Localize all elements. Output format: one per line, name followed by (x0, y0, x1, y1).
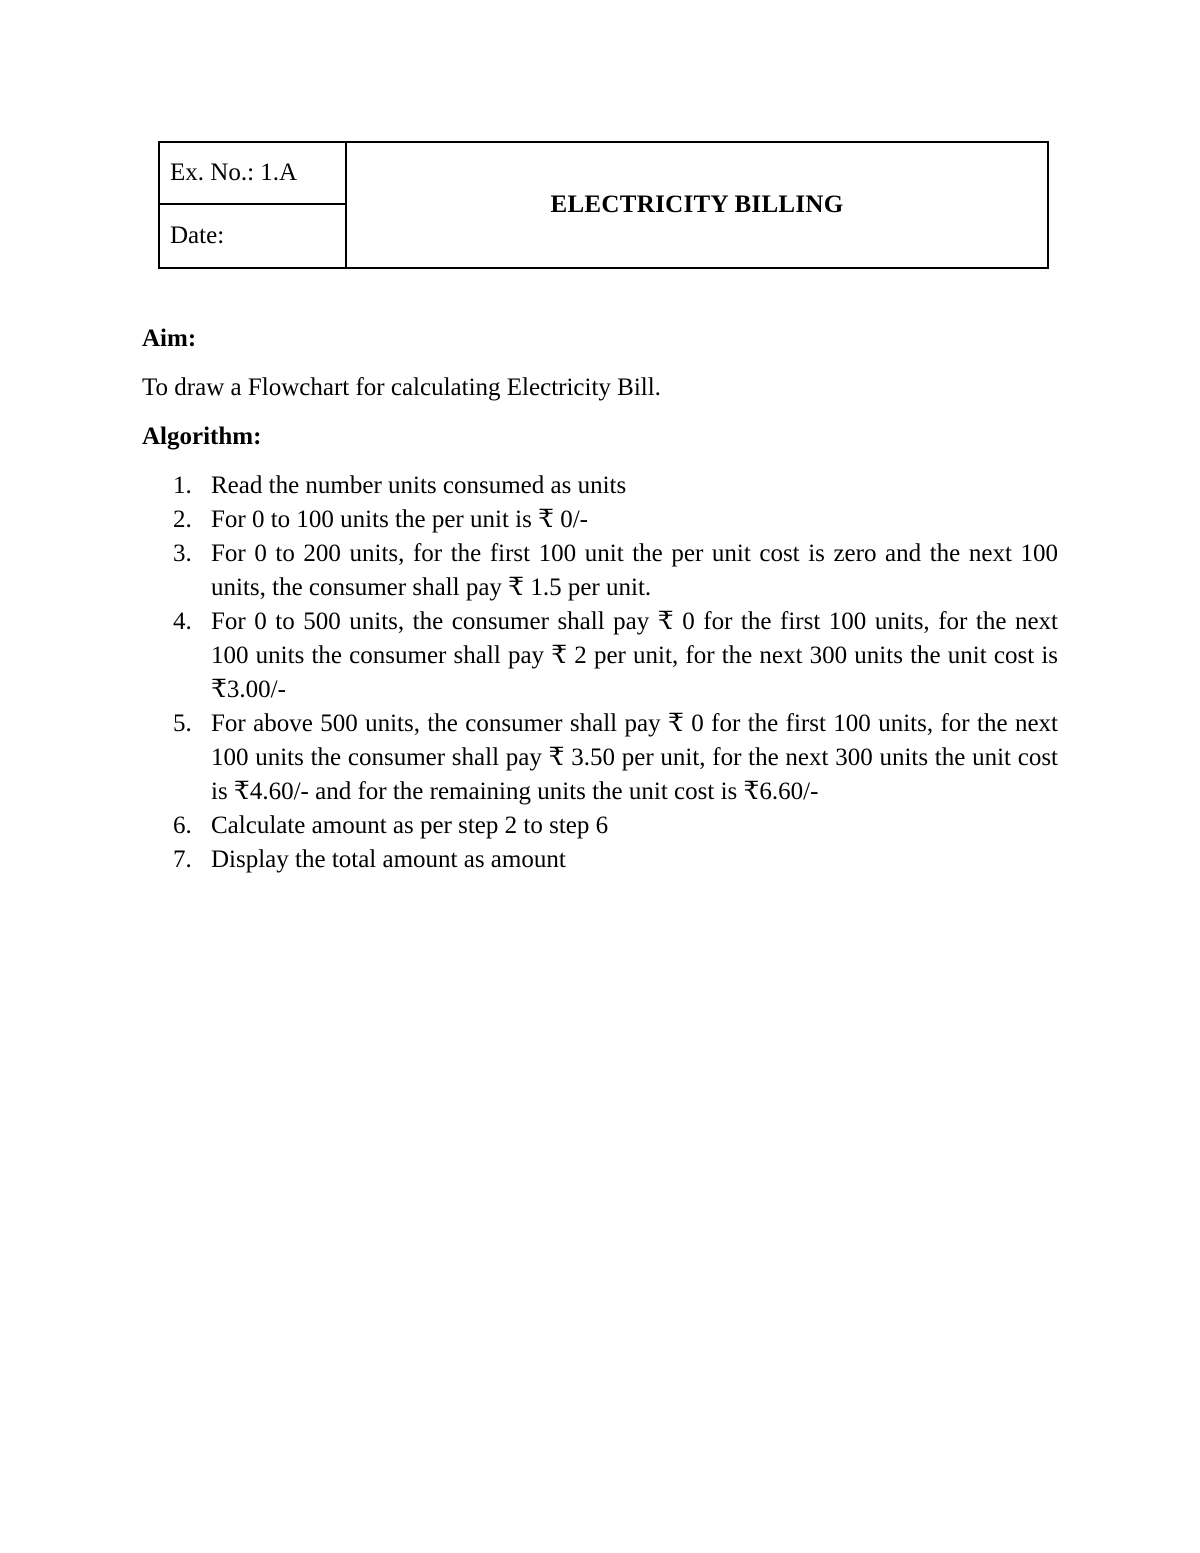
step-text: For 0 to 500 units, the consumer shall pay ₹ 0 for the first 100 units, for the next 100 units the consumer shall pay ₹ 2 per unit, for the next 300 units the unit cost is ₹3.00/- (211, 608, 1058, 703)
aim-text: To draw a Flowchart for calculating Electricity Bill. (142, 374, 661, 401)
step-text: Calculate amount as per step 2 to step 6 (211, 812, 609, 839)
algorithm-step (142, 843, 1058, 877)
step-number: 6. (173, 812, 192, 839)
step-number: 7. (173, 846, 192, 873)
algorithm-step (142, 537, 1058, 605)
algorithm-steps (142, 469, 1058, 877)
algorithm-step (142, 809, 1058, 843)
document-body (142, 322, 1058, 877)
algorithm-step (142, 605, 1058, 707)
algorithm-step (142, 469, 1058, 503)
algorithm-heading: Algorithm: (142, 423, 262, 450)
algorithm-step (142, 707, 1058, 809)
header-table (158, 141, 1049, 269)
step-text: For 0 to 100 units the per unit is ₹ 0/- (211, 506, 589, 533)
document-title: ELECTRICITY BILLING (550, 191, 844, 218)
step-number: 2. (173, 506, 192, 533)
step-number: 5. (173, 710, 192, 737)
step-number: 3. (173, 540, 192, 567)
step-text: For 0 to 200 units, for the first 100 unit the per unit cost is zero and the next 100 units, the consumer shall pay ₹ 1.5 per unit. (211, 540, 1058, 601)
step-text: Read the number units consumed as units (211, 472, 627, 499)
header-left-column (160, 143, 347, 267)
step-text: For above 500 units, the consumer shall pay ₹ 0 for the first 100 units, for the next 100 units the consumer shall pay ₹ 3.50 per unit, for the next 300 units the unit cost is ₹4.60/- and for the remaining units the unit cost is ₹6.60/- (211, 710, 1058, 805)
step-text: Display the total amount as amount (211, 846, 566, 873)
aim-heading: Aim: (142, 325, 197, 352)
date-label: Date: (170, 222, 225, 249)
algorithm-step (142, 503, 1058, 537)
step-number: 1. (173, 472, 192, 499)
step-number: 4. (173, 608, 192, 635)
ex-no-label: Ex. No.: 1.A (160, 143, 345, 205)
